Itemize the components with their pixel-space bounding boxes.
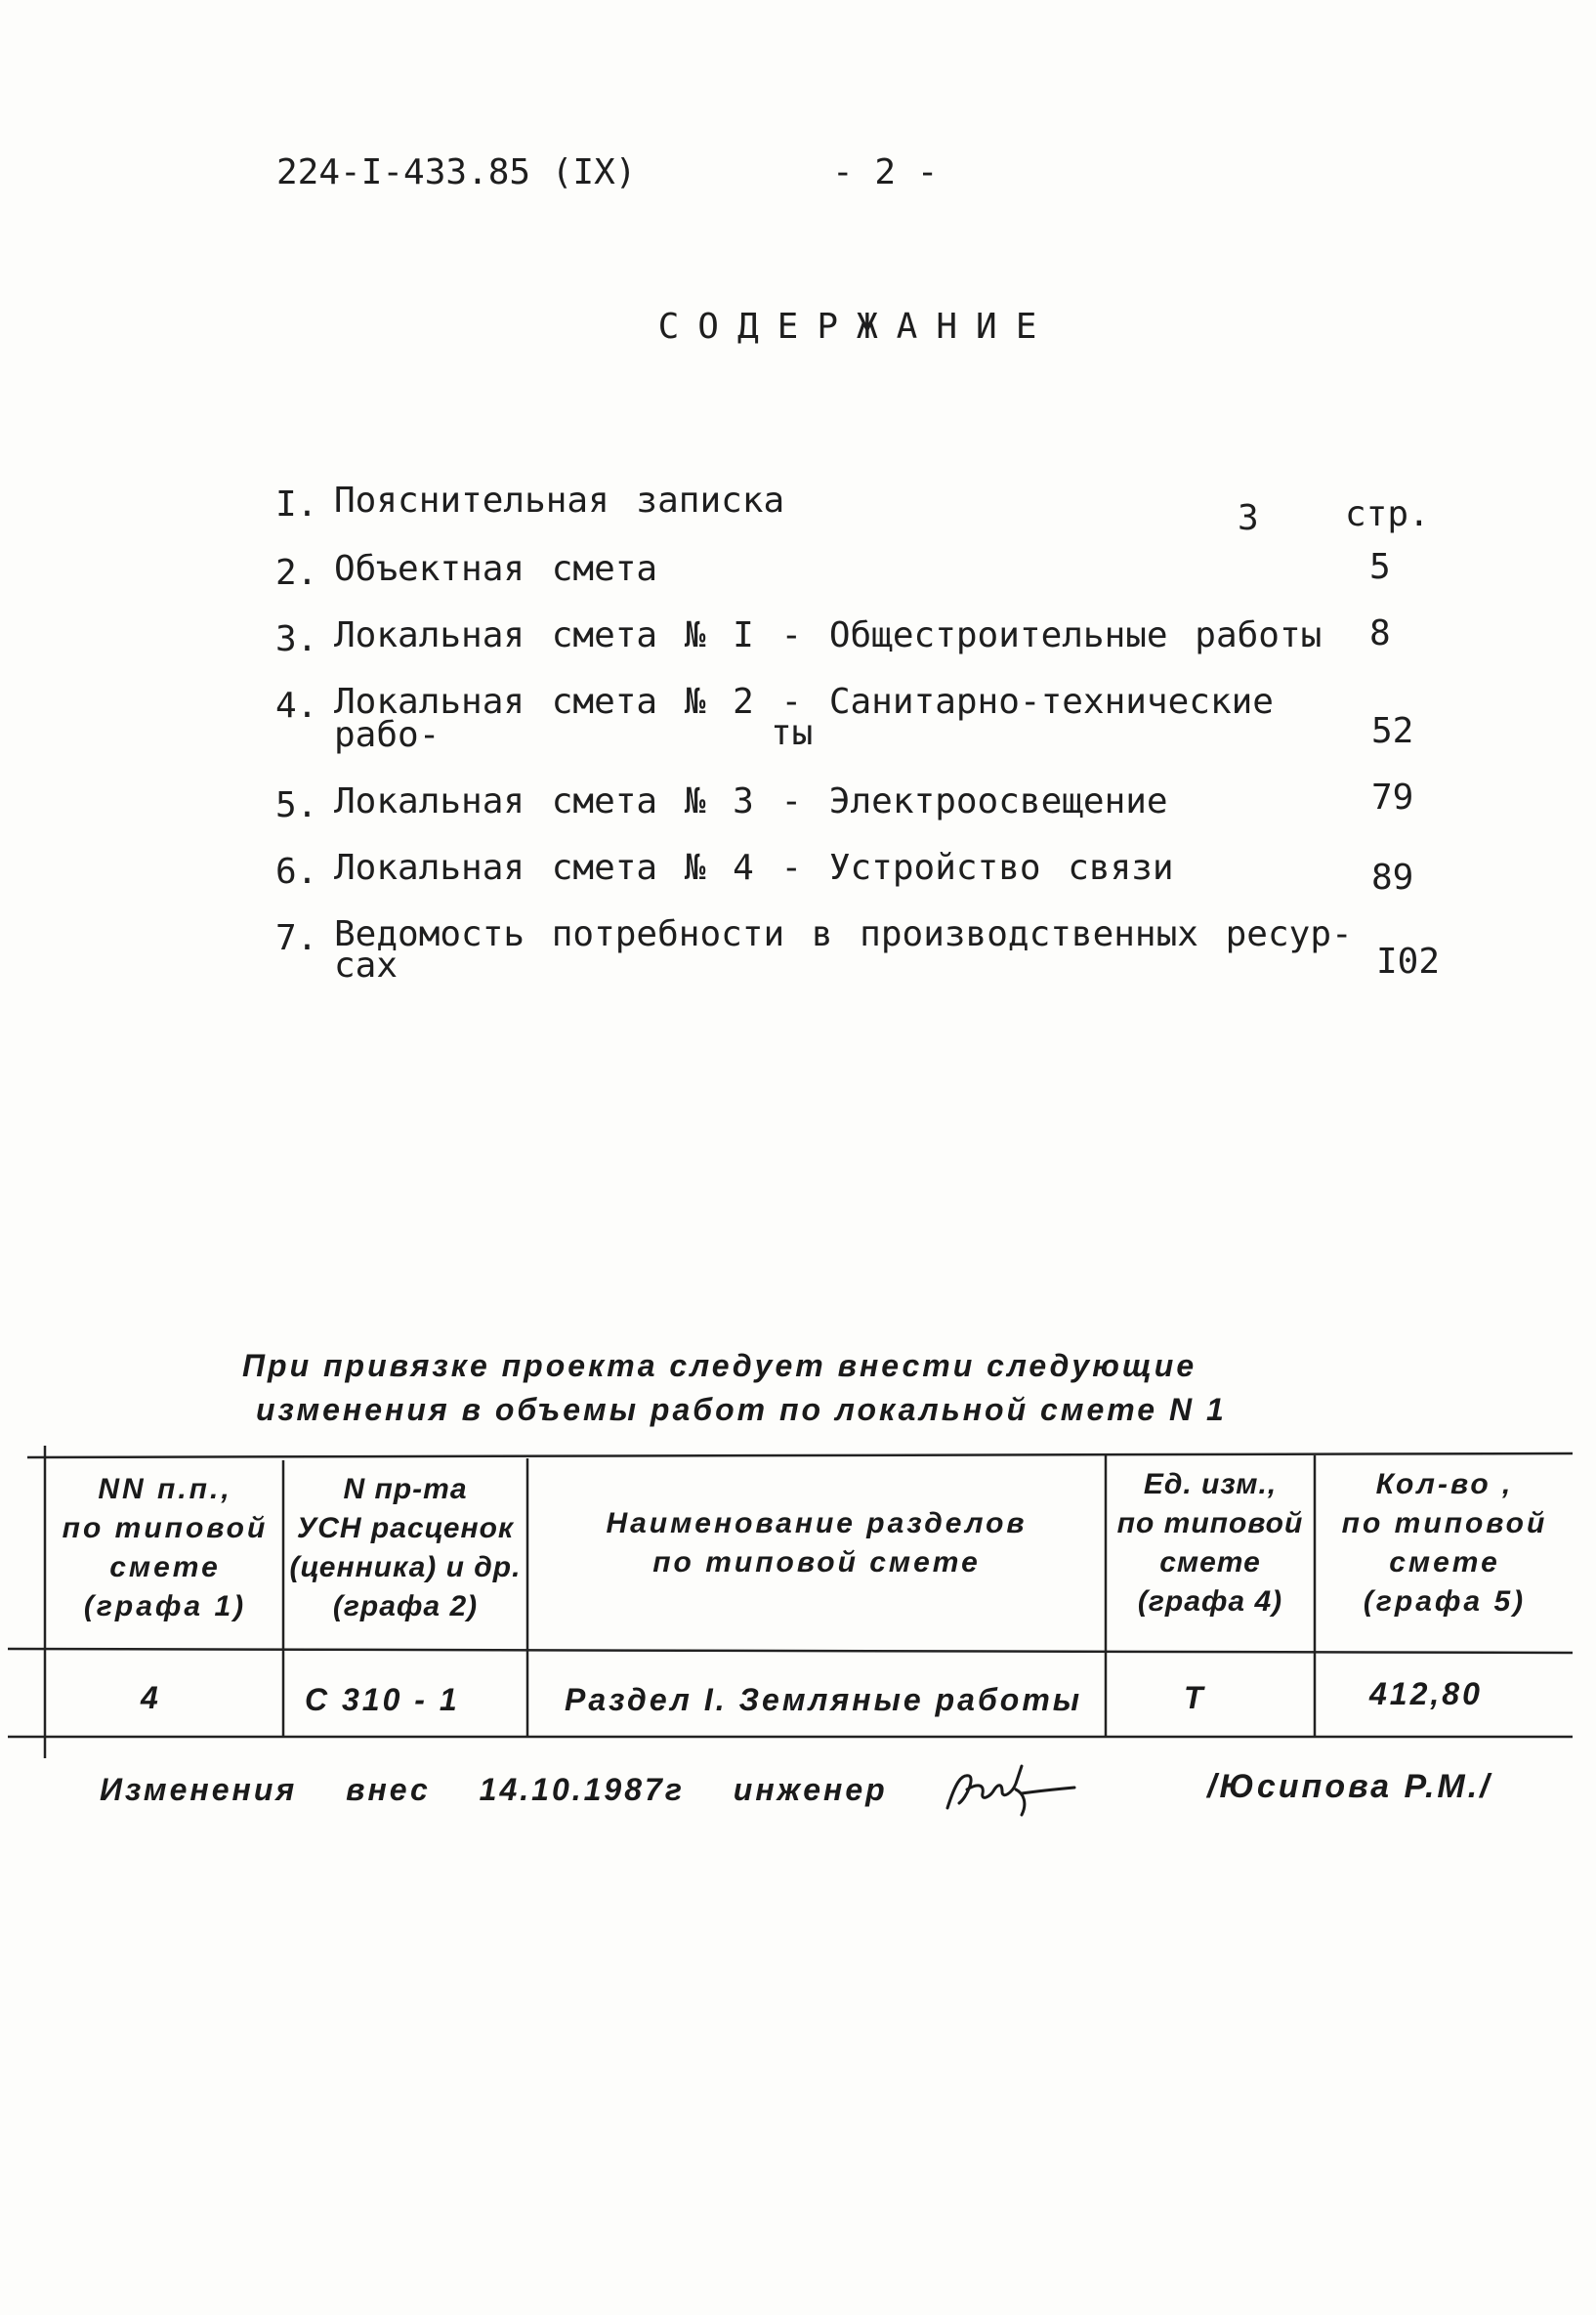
footer-role: инженер [733,1772,888,1807]
header-line: по типовой [1341,1507,1548,1539]
toc-item-text: Локальная смета № 2 - Санитарно-технические рабо- [334,682,1274,755]
toc-item-number: 3. [275,619,318,659]
header-line: смете [1389,1546,1500,1578]
footer-verb: внес [346,1772,431,1807]
header-line: NN п.п., [98,1473,232,1505]
toc-item-page: 52 [1371,711,1414,751]
table-cell-section-name: Раздел I. Земляные работы [565,1682,1083,1717]
toc-item-number: I. [275,484,318,525]
toc-item-number: 7. [275,918,318,958]
table-header-cell [1317,1465,1573,1621]
header-line: N пр-та [343,1473,468,1505]
footer-label: Изменения [100,1772,298,1807]
toc-item-text-continuation: сах [334,946,399,986]
header-line: Ед. изм., [1143,1468,1278,1500]
header-line: по типовой смете [652,1546,981,1578]
header-line: (ценника) и др. [289,1551,522,1583]
table-header-cell [285,1470,525,1626]
table-cell-unit: Т [1184,1680,1206,1715]
toc-item-number: 5. [275,785,318,825]
toc-item-text: Локальная смета № I - Общестроительные работы [334,615,1323,655]
table-header-cell [529,1504,1104,1582]
toc-item-text: Объектная смета [334,549,658,589]
toc-page-unit: стр. [1345,494,1430,534]
table-top-border [27,1453,1573,1457]
toc-item-text: Пояснительная записка [334,481,785,521]
header-line: смете [1159,1546,1261,1578]
toc-item-text: Ведомость потребности в производственных ресур- [334,914,1353,954]
table-cell-item-number: 4 [141,1680,161,1715]
header-line: по типовой [62,1512,269,1544]
toc-item-number: 2. [275,553,318,593]
page-number: - 2 - [832,152,939,192]
header-line: смете [109,1551,221,1583]
header-line: (графа 2) [332,1590,479,1622]
toc-item-page: 5 [1369,547,1391,587]
signature-image [938,1754,1084,1823]
toc-item-page: 8 [1369,613,1391,653]
table-header-divider [8,1649,1573,1653]
toc-item-text: Локальная смета № 3 - Электроосвещение [334,781,1168,821]
toc-item-page: I02 [1376,942,1441,982]
header-line: (графа 4) [1137,1585,1283,1618]
table-cell-rate-code: С 310 - 1 [305,1682,460,1717]
header-line: (графа 5) [1363,1585,1527,1618]
toc-item-page: 79 [1371,778,1414,818]
toc-item-page: 89 [1371,858,1414,898]
toc-item-page: 3 [1238,498,1259,538]
toc-item-number: 6. [275,852,318,892]
document-code: 224-I-433.85 (IX) [276,152,637,192]
header-line: Кол-во , [1375,1468,1514,1500]
engineer-name: /Юсипова Р.М./ [1207,1768,1492,1805]
page-title: СОДЕРЖАНИЕ [657,307,1056,347]
toc-item-text-continuation: ты [771,713,814,753]
footer-date: 14.10.1987г [479,1772,685,1807]
note-line: изменения в объемы работ по локальной смете N 1 [256,1392,1227,1427]
table-header-cell [1108,1465,1313,1621]
header-line: УСН расценок [296,1512,515,1544]
header-line: (графа 1) [83,1590,247,1622]
toc-item-number: 4. [275,686,318,726]
toc-item-text: Локальная смета № 4 - Устройство связи [334,848,1174,888]
table-header-cell [49,1470,281,1626]
note-line: При привязке проекта следует внести следующие [242,1348,1197,1383]
table-cell-quantity: 412,80 [1369,1676,1483,1711]
header-line: по типовой [1116,1507,1304,1539]
header-line: Наименование разделов [606,1507,1028,1539]
footer-changes-line [100,1772,925,1808]
